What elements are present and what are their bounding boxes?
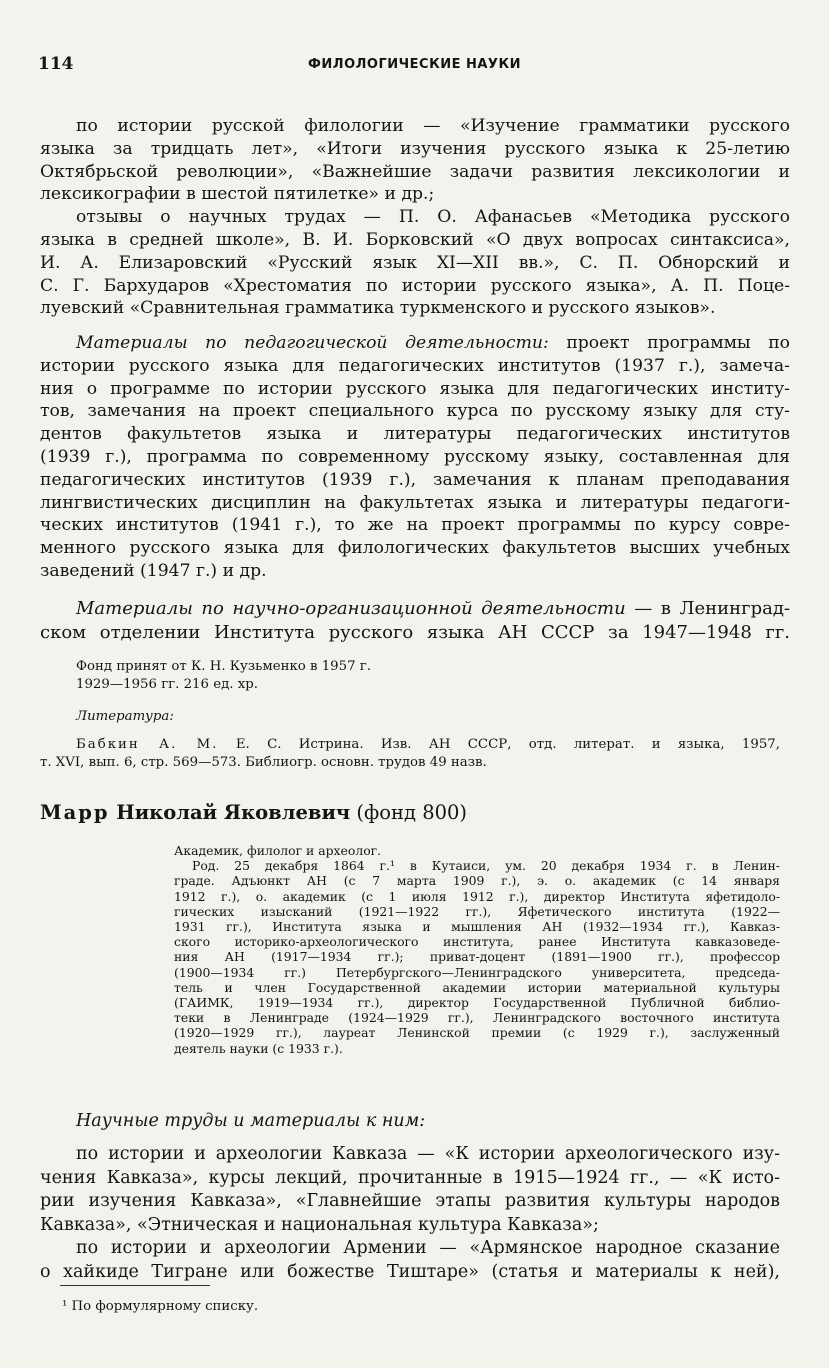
bio-line: граде. Адъюнкт АН (с 7 марта 1909 г.), э. о. академик (с 14 января	[174, 873, 780, 889]
works-label: Научные труды и материалы к ним:	[76, 1111, 426, 1131]
text-line: Октябрьской революции», «Важнейшие задачи развития лексикологии и	[40, 161, 790, 182]
org-heading: Материалы по научно-организационной деятельности	[76, 598, 626, 619]
text-line: С. Г. Бархударов «Хрестоматия по истории русского языка», А. П. Поце-	[40, 275, 790, 296]
literature-label: Литература:	[76, 709, 174, 724]
running-header: ФИЛОЛОГИЧЕСКИЕ НАУКИ	[308, 57, 521, 72]
biography	[174, 843, 780, 1056]
literature-heading	[76, 708, 376, 726]
literature-author: Бабкин А. М.	[76, 737, 219, 752]
bio-line: гических изысканий (1921—1922 гг.), Яфетического института (1922—	[174, 903, 780, 919]
text-line: лексикографии в шестой пятилетке» и др.;	[40, 184, 435, 205]
text-line: тов, замечания на проект специального курса по русскому языку для сту-	[40, 401, 790, 422]
text-line: менного русского языка для филологических факультетов высших учебных	[40, 538, 790, 559]
text-line: по истории русской филологии — «Изучение грамматики русского	[76, 116, 790, 136]
text-line: лингвистических дисциплин на факультетах языка и литературы педагоги-	[40, 492, 790, 513]
text-line: чения Кавказа», курсы лекций, прочитанные в 1915—1924 гг., — «К исто-	[40, 1167, 780, 1188]
bio-line: (1920—1929 гг.), лауреат Ленинской премии (с 1929 г.), заслуженный	[174, 1025, 780, 1041]
text-line: языка в средней школе», В. И. Борковский «О двух вопросах синтаксиса»,	[40, 229, 790, 250]
text-line: ческих институтов (1941 г.), то же на проект программы по курсу совре-	[40, 515, 790, 536]
bio-line: теки в Ленинграде (1924—1929 гг.), Ленинградского восточного института	[174, 1010, 780, 1026]
page-number: 114	[38, 54, 74, 74]
footnote-text: ¹ По формулярному списку.	[62, 1299, 259, 1314]
text-fragment: проект программы по	[548, 333, 790, 353]
bio-line: ского историко-археологического института, ранее Института кавказоведе-	[174, 934, 780, 950]
bio-line: (ГАИМК, 1919—1934 гг.), директор Государственной Публичной библио-	[174, 995, 780, 1011]
text-line: отзывы о научных трудах — П. О. Афанасьев «Методика русского	[76, 207, 790, 228]
works-heading	[76, 1110, 676, 1133]
literature-line: т. XVI, вып. 6, стр. 569—573. Библиогр. основн. трудов 49 назв.	[40, 754, 487, 770]
footnote	[62, 1298, 462, 1316]
text-line: по истории и археологии Кавказа — «К истории археологического изу-	[76, 1144, 780, 1164]
bio-line: (1900—1934 гг.) Петербургского—Ленинградского университета, председа-	[174, 964, 780, 980]
bio-line: ния АН (1917—1934 гг.); приват-доцент (1891—1900 гг.), профессор	[174, 949, 780, 965]
literature-entry	[40, 736, 780, 771]
org-first-line	[40, 597, 790, 621]
fund-accession: Фонд принят от К. Н. Кузьменко в 1957 г.	[76, 659, 371, 674]
person-fund: (фонд 800)	[350, 801, 468, 824]
text-line: И. А. Елизаровский «Русский язык XI—XII вв.», С. П. Обнорский и	[40, 252, 790, 273]
bio-line: Род. 25 декабря 1864 г.¹ в Кутаиси, ум. 20 декабря 1934 г. в Ленин-	[192, 858, 780, 874]
text-line: о хайкиде Тигране или божестве Тиштаре» (статья и материалы к ней),	[40, 1261, 780, 1282]
text-line: заведений (1947 г.) и др.	[40, 560, 267, 581]
text-line: ском отделении Института русского языка АН СССР за 1947—1948 гг.	[40, 622, 790, 643]
pedagogy-section	[40, 332, 790, 583]
footnote-rule	[60, 1285, 210, 1286]
bio-line: 1912 г.), о. академик (с 1 июля 1912 г.), директор Института яфетидоло-	[174, 888, 780, 904]
philology-works-list	[40, 115, 790, 320]
bio-line: 1931 гг.), Института языка и мышления АН (1932—1934 гг.), Кавказ-	[174, 919, 780, 935]
text-line: по истории и археологии Армении — «Армянское народное сказание	[76, 1238, 780, 1259]
works-list	[40, 1143, 780, 1285]
bio-line: деятель науки (с 1933 г.).	[174, 1040, 343, 1056]
person-surname: Марр	[40, 801, 110, 824]
text-line: (1939 г.), программа по современному русскому языку, составленная для	[40, 446, 790, 467]
bio-line: тель и член Государственной академии истории материальной культуры	[174, 979, 780, 995]
text-line: педагогических институтов (1939 г.), замечания к планам преподавания	[40, 469, 790, 490]
org-section	[40, 597, 790, 645]
person-name: Николай Яковлевич	[109, 801, 351, 824]
person-heading	[40, 800, 740, 826]
text-line: рии изучения Кавказа», «Главнейшие этапы развития культуры народов	[40, 1191, 780, 1212]
text-line: дентов факультетов языка и литературы педагогических институтов	[40, 424, 790, 445]
fund-extent: 1929—1956 гг. 216 ед. хр.	[76, 676, 258, 692]
text-line: ния о программе по истории русского языка для педагогических институ-	[40, 378, 790, 399]
text-fragment: Е. С. Истрина. Изв. АН СССР, отд. литерат. и языка, 1957,	[218, 737, 780, 752]
text-fragment: — в Ленинград-	[625, 598, 790, 619]
fund-info	[76, 658, 576, 693]
text-line: истории русского языка для педагогических институтов (1937 г.), замеча-	[40, 355, 790, 376]
bio-line: Академик, филолог и археолог.	[174, 843, 382, 858]
literature-line	[40, 736, 780, 754]
text-line: Кавказа», «Этническая и национальная культура Кавказа»;	[40, 1214, 599, 1235]
text-line: языка за тридцать лет», «Итоги изучения русского языка к 25-летию	[40, 138, 790, 159]
text-line: луевский «Сравнительная грамматика туркменского и русского языков».	[40, 298, 716, 319]
pedagogy-heading: Материалы по педагогической деятельности:	[76, 333, 549, 353]
pedagogy-first-line	[40, 332, 790, 355]
